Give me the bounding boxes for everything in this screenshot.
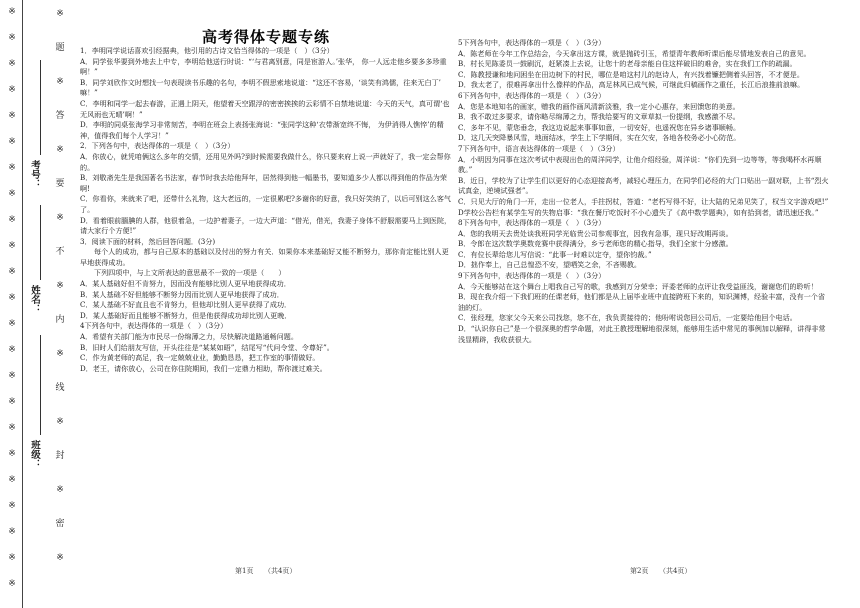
question-3-option-c: C．某人基础不好直且也不肯努力，但他却比别人更早获得了成功． <box>80 300 292 310</box>
binding-label: 要 <box>55 179 65 189</box>
name-line <box>40 205 41 280</box>
question-9-option-d: D．“认识你自己”是一个很深奥的哲学命题，对此王教授理解地很深刻，能够用生活中常见的事例加以解释，讲得非常浅显精辟，我收获很大。 <box>458 324 826 344</box>
binding-label: 题 <box>55 43 65 53</box>
binding-mark: ※ <box>56 9 64 19</box>
binding-mark: ※ <box>8 215 16 225</box>
binding-mark: ※ <box>8 423 16 433</box>
question-3-passage: 每个人的成功，都与自己原本的基础以及付出的努力有关．如果你本来基础好又能不断努力，那你肯定能比别人更早地获得成功。 <box>80 247 449 267</box>
question-7-option-a: A．小明因为同事在这次考试中表现出色的周洋同学，让他介绍经验，周洋说：“你们先到一边等等，等我喝杯水再顺教。” <box>458 154 822 175</box>
binding-mark: ※ <box>8 241 16 251</box>
question-4-option-b: B．旧时人们给朋友写信，开头往往是“某某如晤”，结尾写“代问令堂、令尊好”。 <box>80 342 334 352</box>
binding-mark: ※ <box>8 527 16 537</box>
binding-mark: ※ <box>8 163 16 173</box>
question-1: 1．李明同学说话喜欢引经据典，他引用的古诗文恰当得体的一项是（ ）（3分） <box>80 46 334 55</box>
question-2-option-b: B．刘敬斋先生是我国著名书法家，春节时我去给他拜年，居然得到他一幅墨书，要知道多少人都以得到他的作品为荣啊! <box>80 173 447 193</box>
page-2-footer: 第2页 （共4页） <box>630 567 692 575</box>
question-2-option-c: C．你看你，来就来了吧，还带什么礼物，这大老远的，一定很累吧?多谢你的好意，我只好笑纳了，以后可别这么客气了。 <box>80 194 452 214</box>
question-8-option-b: B．令郎在这次数学奥数竞赛中获得满分，乡亏老师您的精心指导，我们全家十分感激。 <box>458 239 733 249</box>
page-right <box>458 38 830 598</box>
exam-number-line <box>40 60 41 155</box>
question-9-option-c: C．张经理，您家父今天来公司找您，您不在，我负责接待的；他吩咐说您回公司后，一定要给他回个电话。 <box>458 313 797 323</box>
binding-mark: ※ <box>8 579 16 589</box>
binding-mark: ※ <box>8 7 16 17</box>
question-6-option-b: B．我不敢过多要求，请你略尽绵薄之力，帮我给要写的文章草拟一份提纲，我感激不尽。 <box>458 112 740 122</box>
question-3-option-a: A．某人基础好但不肯努力，因而没有能够比别人更早地获得成功． <box>80 279 291 289</box>
question-3-stem: 下列四项中，与上文所表达的意思最不一致的一项是（ ） <box>94 268 286 278</box>
question-4-option-c: C．作为黄老师的高足，我一定兢兢业业，勤勤恳恳，把工作室的事情做好。 <box>80 353 320 363</box>
binding-label: 密 <box>55 519 65 529</box>
binding-mark: ※ <box>56 485 64 495</box>
question-8: 8下列各句中，表达得体的一项是（ ）（3分） <box>458 218 606 228</box>
question-8-option-a: A．您的我明天去贵处谈我班同学光临贵公司参观事宜，因我有急事，现只好改期再谈。 <box>458 228 733 238</box>
binding-mark: ※ <box>8 553 16 563</box>
question-4: 4下列各句中，表达得体的一项是（ ）（3分） <box>80 321 228 331</box>
class-line <box>40 335 41 435</box>
question-6: 6下列各句中，表达得体的一项是（ ）（3分） <box>458 90 606 100</box>
page-1-footer: 第1页 （共4页） <box>235 567 297 575</box>
binding-mark: ※ <box>8 85 16 95</box>
question-6-option-d: D．这几天突降暴风雪，地面结冰，学生上下学期间，实在欠安，各地各校务必小心防范。 <box>458 133 741 143</box>
question-2-option-d: D．看着眼前腼腆的人群，他很着急，一边护着妻子，一边大声道：“借光，借光，我妻子身体不舒服需要马上到医院，请大家行个方便!” <box>80 215 452 236</box>
question-1-option-a: A．同学张华要到外地去上中专，李明给他送行时说：“‘与君离别意，同是宦游人。’张华， 你一人远走他乡要多多珍重啊！” <box>80 56 447 77</box>
question-1-option-c: C．李明和同学一起去春游，正遇上阴天，他望着天空跟浮的密密挨挨的云彩情不自禁地说道：今天的天气，真可谓‘也无风雨也无晴’啊！” <box>80 98 450 119</box>
question-7: 7下列各句中，语言表达得体的一项是（ ）（3分） <box>458 143 620 153</box>
question-5-option-b: B．村长见陈委员一鼓刷沉，赶紧凑上去说，让您十的老母亲能自住这样破旧的难舍，实在我们工作的疏漏。 <box>458 59 797 69</box>
question-7-option-d: D学校公告栏有某学生写的失物启事：“我在餐厅吃饭时不小心遗失了《高中数学题典》，如有拾到者，请迅速还我。” <box>458 207 819 217</box>
binding-mark: ※ <box>8 137 16 147</box>
binding-mark: ※ <box>8 371 16 381</box>
question-8-option-c: C．有位长辈给您儿写信说：“此事一时难以定夺，望你钧裁。” <box>458 249 652 259</box>
binding-line-outer <box>22 0 23 608</box>
question-2-option-a: A．你放心，就凭咱俩这么多年的交情，还用见外吗?到时候需要我做什么，你只要来府上说一声就好了，我一定会帮你的。 <box>80 151 451 172</box>
binding-mark: ※ <box>56 553 64 563</box>
question-9-option-b: B．现在我介绍一下我们班的任课老师，他们都是从上届毕业班中直接跨班下来的，知识渊博，经验丰富，没有一个省油的灯。 <box>458 292 825 312</box>
question-7-option-c: C．只见大厅的角门一开，走出一位老人，手拄拐杖，答道：“老朽写得不好，让大陆的兄弟见笑了，权当文字游戏吧!” <box>458 196 829 206</box>
binding-mark: ※ <box>56 77 64 87</box>
question-6-option-a: A．您是本地知名的画家，赠我的画作画风清新淡雅，我一定小心惠存，来回馈您的美意。 <box>458 101 740 111</box>
binding-mark: ※ <box>56 349 64 359</box>
question-9-option-a: A．今天能够站在这个舞台上唱我自己写的歌，我感到万分荣幸；评委老师的点评让我受益匪浅，谢谢您们的聆听！ <box>458 281 818 291</box>
binding-mark: ※ <box>8 449 16 459</box>
question-3-option-b: B．某人基础不好但能够不断努力因而比别人更早地获得了成功． <box>80 289 284 299</box>
binding-mark: ※ <box>8 189 16 199</box>
binding-mark: ※ <box>8 59 16 69</box>
binding-mark: ※ <box>8 475 16 485</box>
question-4-option-a: A．希望有关部门能为市民尽一份绵薄之力，尽快解决道路通畅问题。 <box>80 332 298 342</box>
binding-margin <box>0 0 70 608</box>
question-6-option-c: C．多年不见，蒙您垂念，我这边说起来事事如意，一切安好，也遥祝您在异乡诸事顺畅。 <box>458 122 741 132</box>
binding-mark: ※ <box>8 111 16 121</box>
question-9: 9下列各句中，表达得体的一项是（ ）（3分） <box>458 271 606 281</box>
binding-mark: ※ <box>8 501 16 511</box>
question-1-option-b: B．同学刘欣作文时想找一句表现读书乐趣的名句，李明不假思索地说道：“这还不容易，‘谈笑有鸿儒，往来无白丁’ 嘛！” <box>80 77 441 98</box>
binding-label: 不 <box>55 247 65 257</box>
question-3: 3．阅读下面的材料，然后回答问题．(3分) <box>80 236 216 246</box>
question-5-option-d: D．我太老了，很难再拿出什么像样的作品，高足林风已成气候，可继此归稿画作之重任，长江后浪推前浪嘛。 <box>458 80 805 90</box>
binding-label: 内 <box>55 315 65 325</box>
binding-mark: ※ <box>56 417 64 427</box>
binding-label: 答 <box>55 111 65 121</box>
binding-mark: ※ <box>8 397 16 407</box>
question-2: 2．下列各句中，表达得体的一项是（ ）（3分） <box>80 141 235 151</box>
question-5-option-a: A．陈老师在今年工作总结会，今天拿出这方谍，就是抛砖引玉，希望青年教师听课后能尽情地发表自己的意见。 <box>458 48 811 58</box>
binding-mark: ※ <box>56 281 64 291</box>
name-label: 姓名： <box>29 285 40 314</box>
question-8-option-d: D．拙作奉上，自己总惶恐不安，望哂笑之余，不吝赐教。 <box>458 260 642 270</box>
binding-label: 线 <box>55 383 65 393</box>
binding-marks-inner <box>52 0 68 608</box>
binding-mark: ※ <box>8 267 16 277</box>
binding-marks-outer <box>4 0 20 608</box>
binding-mark: ※ <box>8 345 16 355</box>
binding-mark: ※ <box>8 33 16 43</box>
page-left <box>80 28 452 588</box>
question-3-option-d: D．某人基础好而且能够不断努力，但是他获得成功却比别人更晚． <box>80 310 292 320</box>
exam-number-label: 考号： <box>29 160 40 189</box>
binding-mark: ※ <box>56 213 64 223</box>
question-5-option-c: C．陈教授谦和地问困坐在田边树下的村民，哪位是咱这村儿的赵诗人，有兴找着镰把侧着头回答，不才便是。 <box>458 69 804 79</box>
question-5: 5下列各句中，表达得体的一项是（ ）（3分） <box>458 38 606 47</box>
question-1-option-d: D．李明的同桌张海学习非常刻苦，李明在班会上表扬张海说：“张同学这种‘衣带渐宽终不悔， 为伊消得人憔悴’的精神，值得我们每个人学习！” <box>80 120 444 140</box>
class-label: 班级： <box>29 440 40 469</box>
binding-mark: ※ <box>56 145 64 155</box>
question-4-option-d: D．老王，请你放心，公司在你住院期间，我们一定鼎力相助，帮你渡过难关。 <box>80 363 327 373</box>
binding-mark: ※ <box>8 293 16 303</box>
question-7-option-b: B．近日，学校为了让学生们以更好的心态迎接高考，减轻心理压力，在同学们必经的大门口贴出一副对联，上书“烈火试真金，逆境试强者”。 <box>458 175 829 196</box>
binding-label: 封 <box>55 451 65 461</box>
page-title: 高考得体专题专练 <box>201 28 330 46</box>
binding-mark: ※ <box>8 319 16 329</box>
